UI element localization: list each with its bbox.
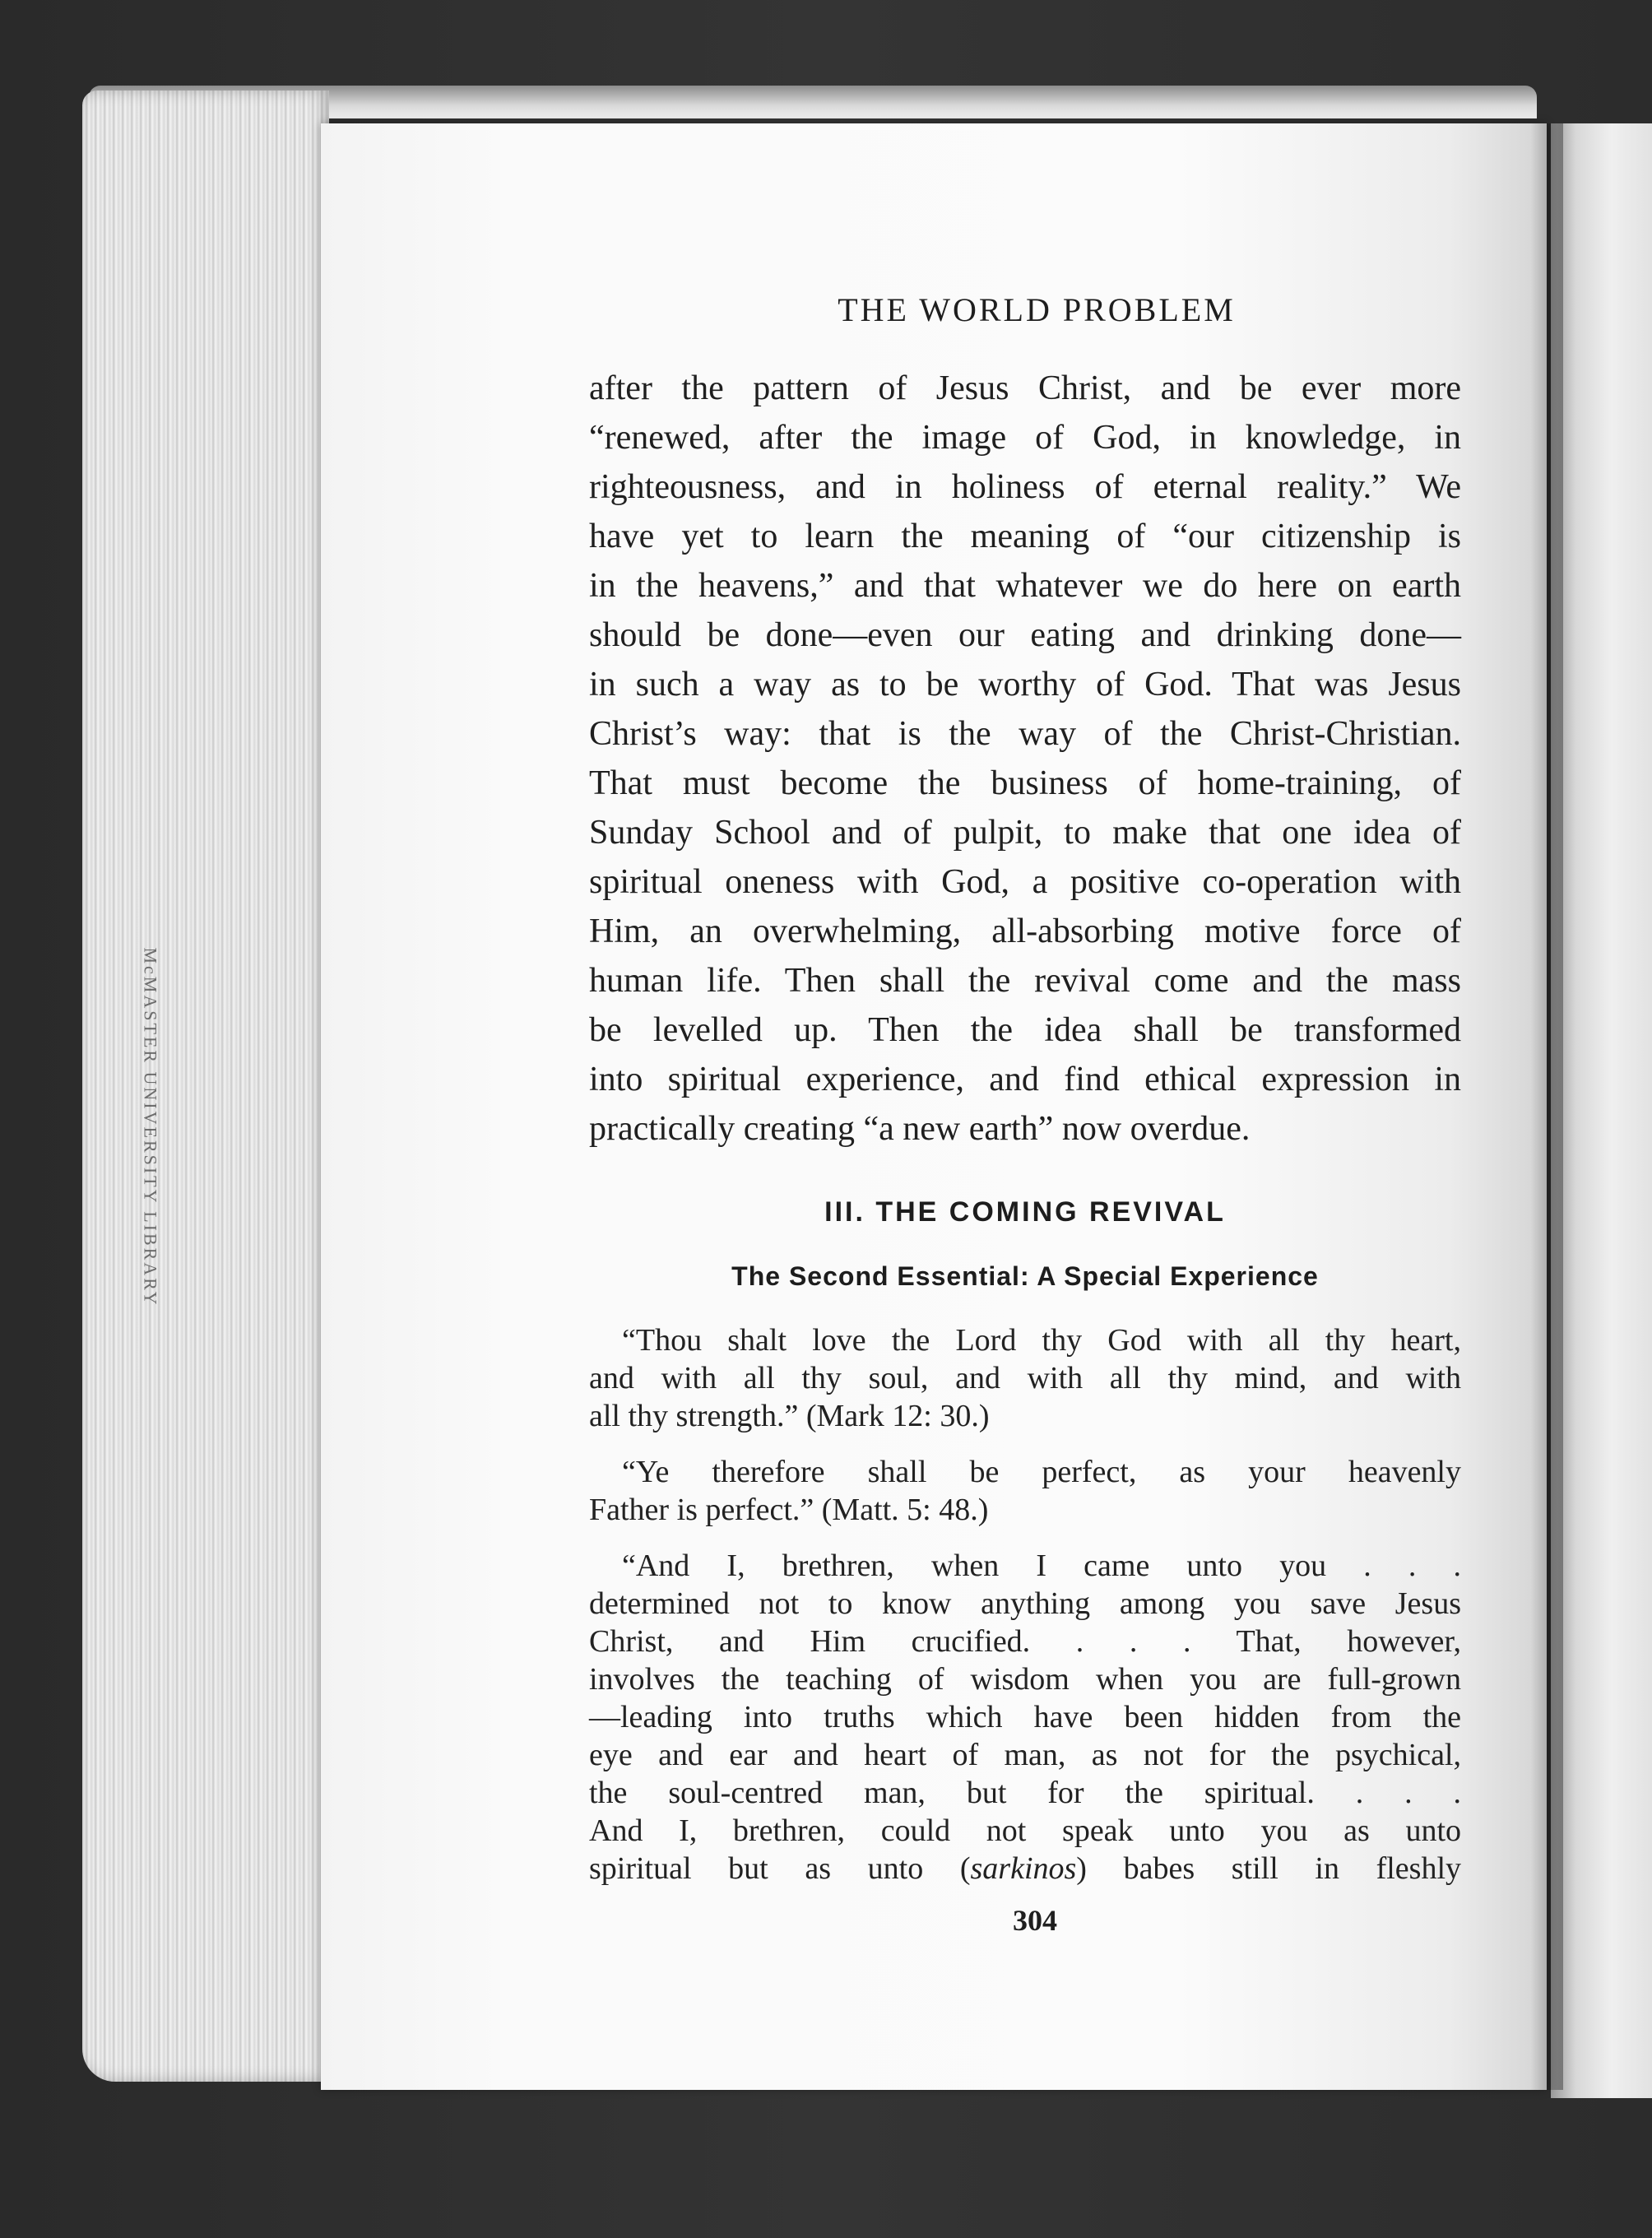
gutter-shadow: [1530, 123, 1563, 2090]
quote-fragment: ) babes still in fleshly: [1076, 1851, 1461, 1886]
text-line: in the heavens,” and that whatever we do here on earth: [589, 567, 1461, 605]
quote-line: Christ, and Him crucified. . . . That, however,: [589, 1624, 1461, 1659]
quote-corinthians: [589, 1547, 1461, 1887]
text-line: practically creating “a new earth” now overdue.: [589, 1110, 1251, 1148]
text-line: into spiritual experience, and find ethical expression in: [589, 1061, 1461, 1098]
text-line: Him, an overwhelming, all-absorbing motive force of: [589, 912, 1461, 950]
quote-mark: [589, 1321, 1461, 1435]
text-line: “renewed, after the image of God, in knowledge, in: [589, 419, 1461, 457]
quote-line: all thy strength.” (Mark 12: 30.): [589, 1399, 990, 1433]
text-line: have yet to learn the meaning of “our citizenship is: [589, 518, 1461, 555]
running-head: THE WORLD PROBLEM: [838, 291, 1236, 328]
text-line: in such a way as to be worthy of God. That was Jesus: [589, 666, 1461, 703]
text-line: Christ’s way: that is the way of the Christ-Christian.: [589, 715, 1461, 753]
quote-line: determined not to know anything among you save Jesus: [589, 1586, 1461, 1621]
text-line: That must become the business of home-training, of: [589, 764, 1461, 802]
book-page-edges: [82, 91, 329, 2082]
facing-page: [1551, 123, 1652, 2098]
quote-line: “And I, brethren, when I came unto you . . .: [622, 1548, 1461, 1583]
quote-line: “Thou shalt love the Lord thy God with all thy heart,: [622, 1323, 1461, 1358]
text-line: spiritual oneness with God, a positive co-operation with: [589, 863, 1461, 901]
quote-line: and with all thy soul, and with all thy mind, and with: [589, 1361, 1461, 1395]
quote-line: Father is perfect.” (Matt. 5: 48.): [589, 1493, 989, 1527]
library-stamp-text: McMASTER UNIVERSITY LIBRARY: [141, 947, 161, 1307]
opening-paragraph: [589, 364, 1461, 1154]
quote-matthew: [589, 1453, 1461, 1529]
text-line: should be done—even our eating and drinking done—: [589, 616, 1461, 654]
quote-line: the soul-centred man, but for the spiritual. . . .: [589, 1776, 1461, 1810]
text-line: righteousness, and in holiness of eternal reality.” We: [589, 468, 1461, 506]
page-number: 304: [1013, 1904, 1057, 1937]
library-stamp: [138, 806, 163, 1448]
quote-line: And I, brethren, could not speak unto you as unto: [589, 1813, 1461, 1848]
text-line: be levelled up. Then the idea shall be transformed: [589, 1011, 1461, 1049]
quote-line: —leading into truths which have been hidden from the: [589, 1700, 1461, 1734]
quote-line: eye and ear and heart of man, as not for the psychical,: [589, 1738, 1461, 1772]
section-heading: III. THE COMING REVIVAL: [824, 1196, 1226, 1228]
text-line: after the pattern of Jesus Christ, and be ever more: [589, 369, 1461, 407]
text-line: Sunday School and of pulpit, to make that one idea of: [589, 814, 1461, 852]
text-line: human life. Then shall the revival come and the mass: [589, 962, 1461, 1000]
quote-line: involves the teaching of wisdom when you are full-grown: [589, 1662, 1461, 1697]
page-body: [589, 364, 1461, 1906]
quote-fragment: spiritual but as unto (: [589, 1851, 971, 1886]
quote-line: “Ye therefore shall be perfect, as your heavenly: [622, 1455, 1461, 1489]
quote-line: [589, 1850, 1461, 1887]
italic-term: sarkinos: [970, 1851, 1077, 1886]
sub-heading: The Second Essential: A Special Experience: [731, 1261, 1319, 1291]
